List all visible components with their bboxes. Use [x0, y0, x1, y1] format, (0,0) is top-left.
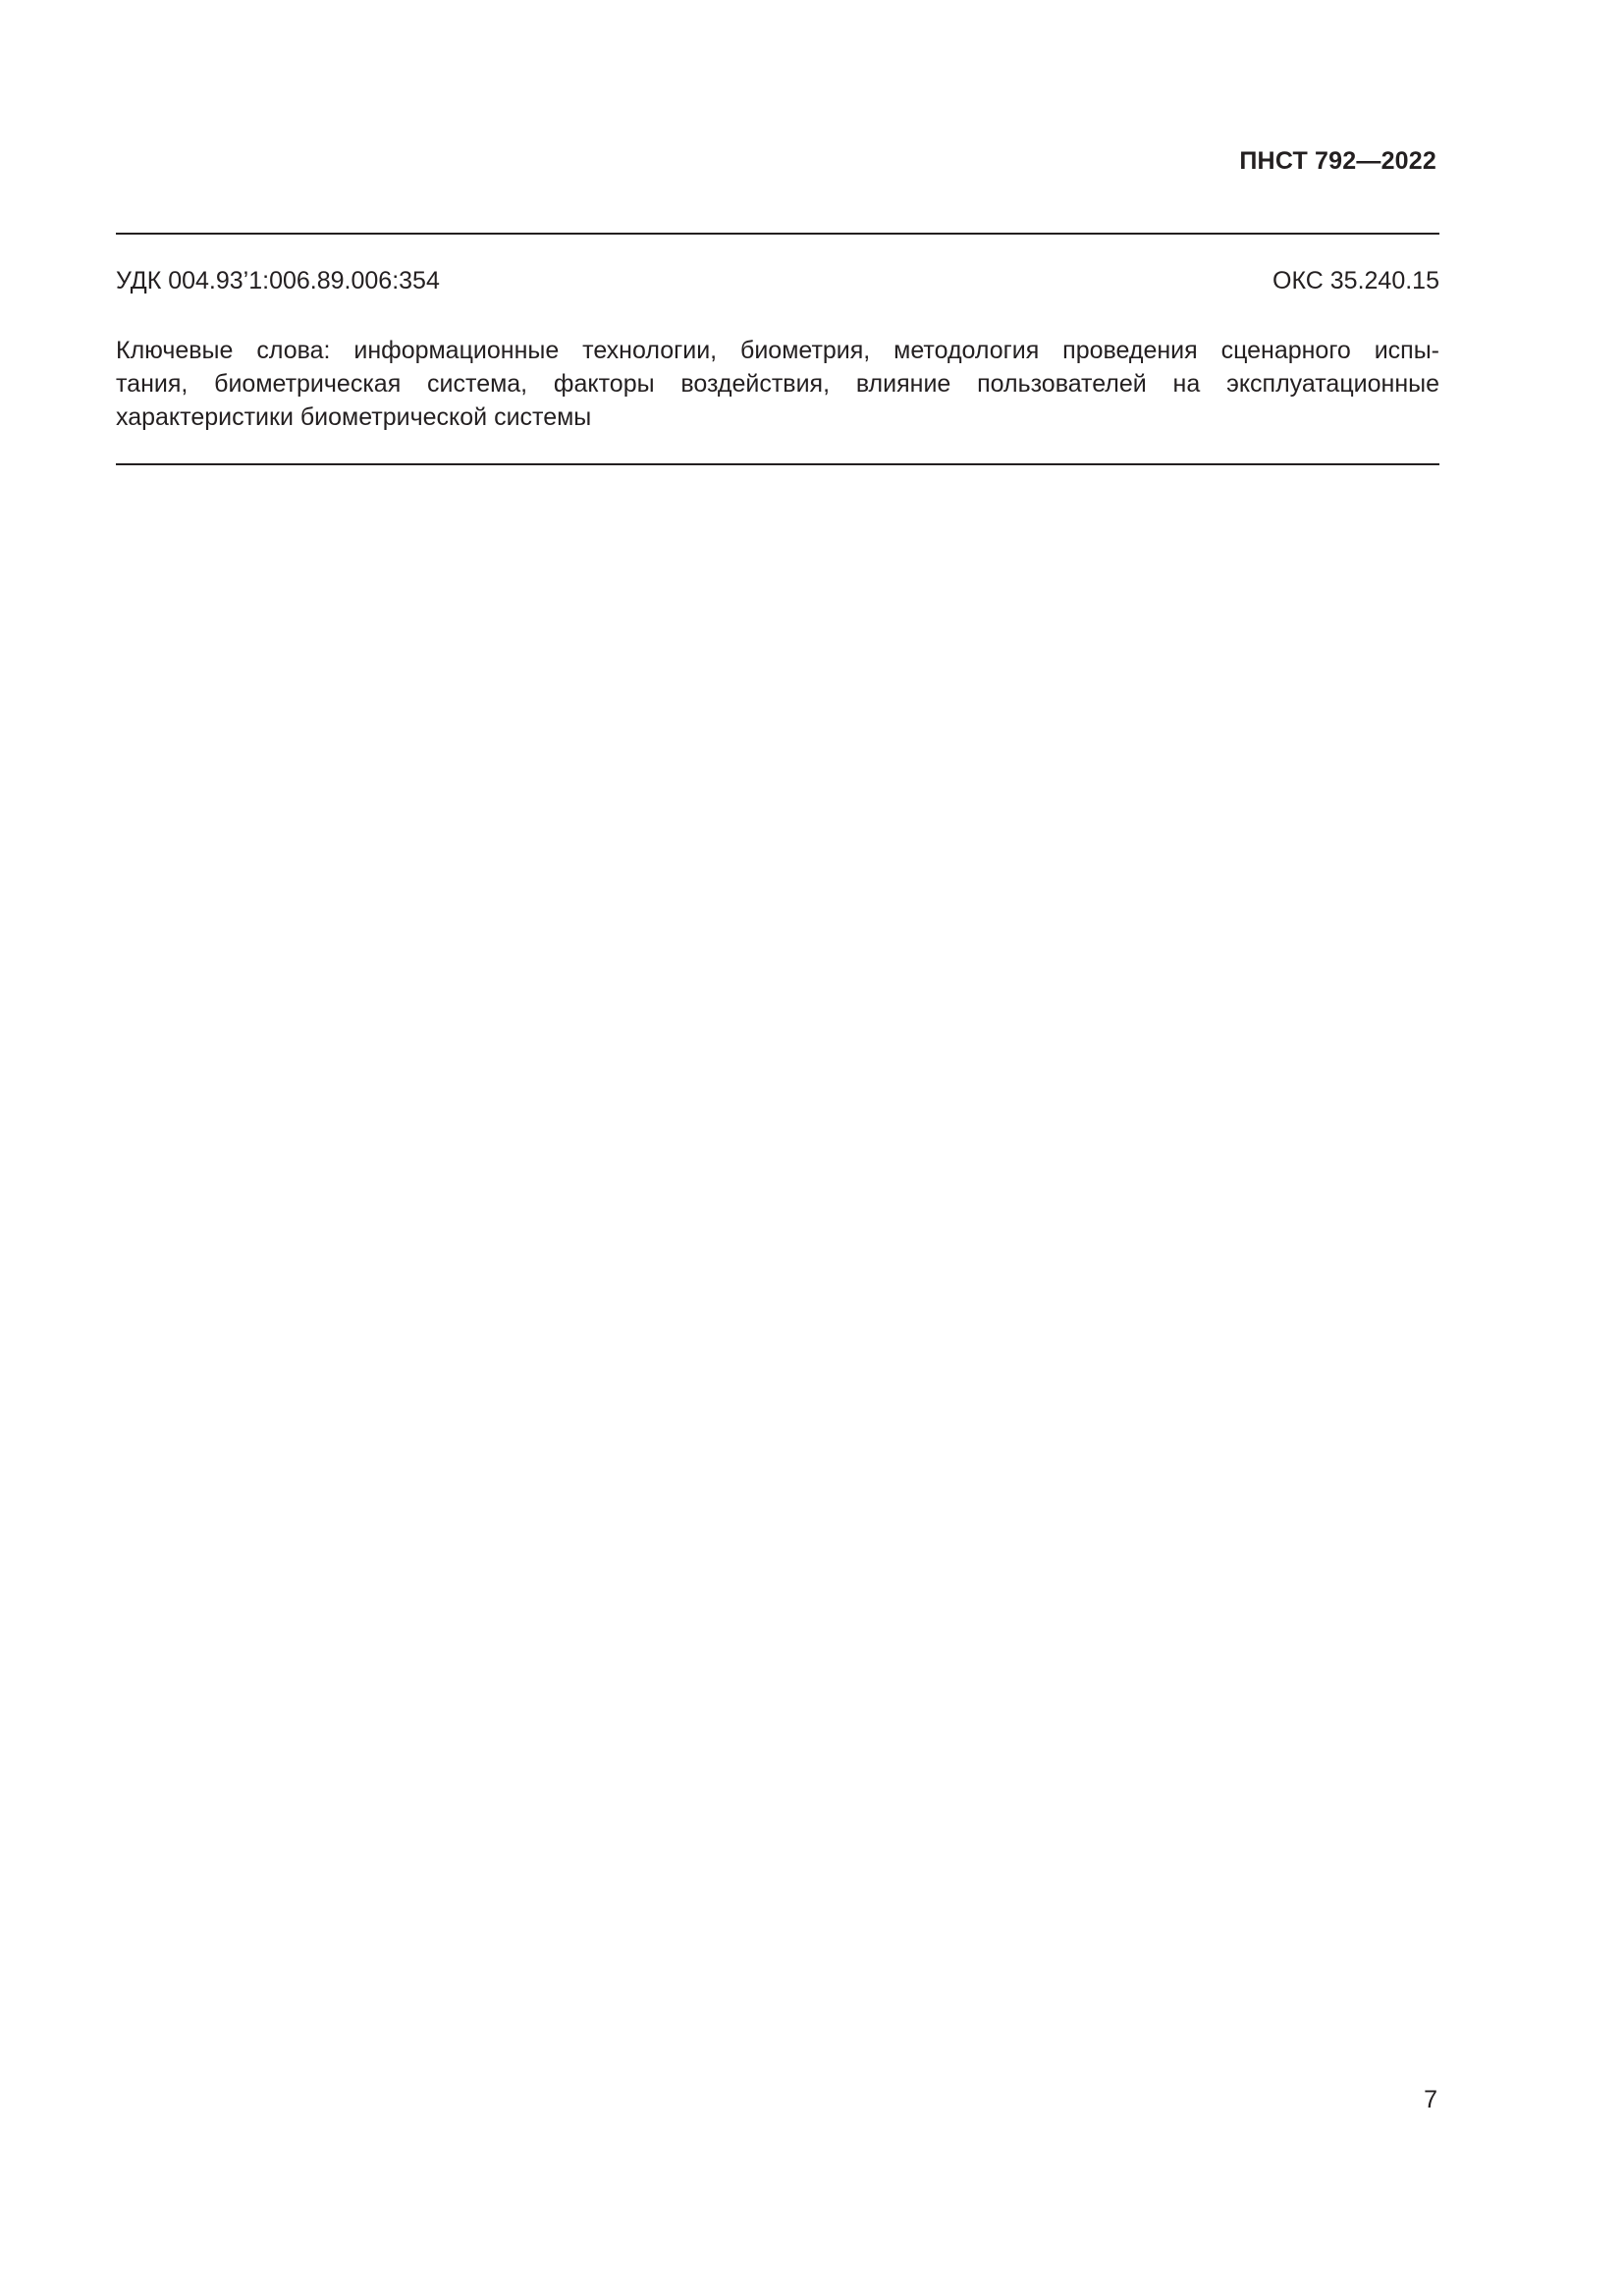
document-number: ПНСТ 792—2022: [1239, 147, 1436, 175]
keywords-line: Ключевые слова: информационные технологии, биометрия, методология проведения сценарного испы-: [116, 337, 1439, 364]
udk-code: УДК 004.93’1:006.89.006:354: [116, 267, 440, 294]
keywords-line: характеристики биометрической системы: [116, 403, 592, 431]
keywords-paragraph: [116, 334, 1439, 434]
keywords-line: тания, биометрическая система, факторы воздействия, влияние пользователей на эксплуатационные: [116, 370, 1439, 398]
top-rule: [116, 233, 1439, 235]
bottom-rule: [116, 463, 1439, 465]
classification-line: [116, 267, 1439, 300]
oks-code: ОКС 35.240.15: [1272, 267, 1439, 294]
page-number: 7: [1424, 2086, 1437, 2113]
